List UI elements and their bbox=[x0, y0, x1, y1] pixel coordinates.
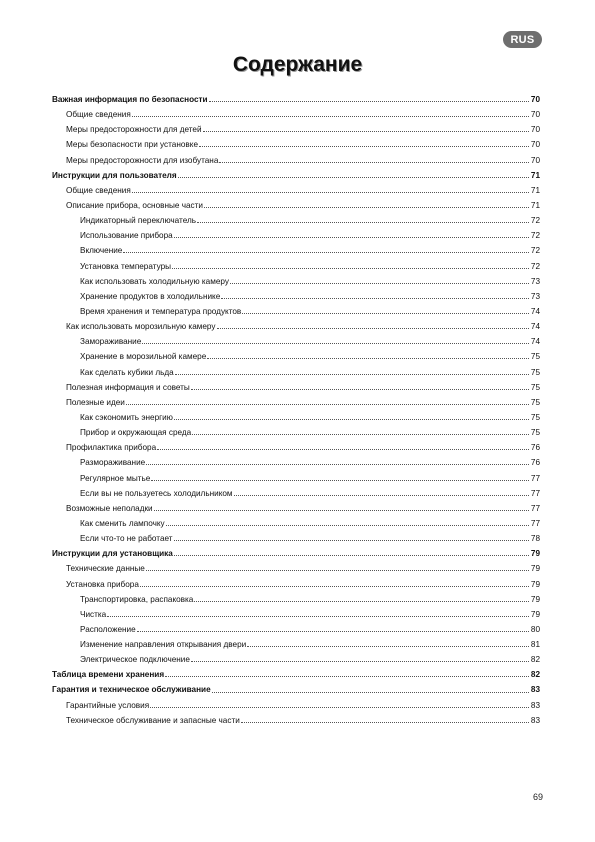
toc-entry-page: 70 bbox=[530, 155, 540, 165]
toc-dot-leader bbox=[199, 146, 529, 147]
toc-entry-title: Хранение продуктов в холодильнике bbox=[80, 291, 221, 301]
toc-entry bbox=[52, 713, 540, 728]
toc-dot-leader bbox=[197, 222, 529, 223]
toc-dot-leader bbox=[217, 328, 530, 329]
toc-entry bbox=[52, 501, 540, 516]
toc-entry bbox=[52, 107, 540, 122]
toc-dot-leader bbox=[140, 586, 529, 587]
toc-entry bbox=[52, 592, 540, 607]
toc-dot-leader bbox=[107, 616, 529, 617]
toc-entry-title: Описание прибора, основные части bbox=[66, 200, 203, 210]
toc-entry bbox=[52, 652, 540, 667]
toc-entry-title: Время хранения и температура продуктов bbox=[80, 306, 242, 316]
toc-entry bbox=[52, 667, 540, 682]
toc-entry bbox=[52, 122, 540, 137]
toc-entry-page: 71 bbox=[530, 170, 540, 180]
toc-entry bbox=[52, 365, 540, 380]
toc-entry-page: 74 bbox=[530, 306, 540, 316]
toc-entry-title: Установка температуры bbox=[80, 261, 172, 271]
toc-entry bbox=[52, 440, 540, 455]
toc-entry-title: Общие сведения bbox=[66, 110, 131, 120]
toc-entry-title: Размораживание bbox=[80, 458, 146, 468]
toc-entry bbox=[52, 531, 540, 546]
toc-entry bbox=[52, 228, 540, 243]
toc-entry-title: Инструкции для установщика bbox=[52, 549, 173, 559]
toc-entry bbox=[52, 455, 540, 470]
toc-dot-leader bbox=[132, 116, 529, 117]
toc-dot-leader bbox=[174, 555, 529, 556]
toc-entry-title: Как использовать морозильную камеру bbox=[66, 322, 216, 332]
toc-entry-title: Транспортировка, распаковка bbox=[80, 594, 194, 604]
toc-entry bbox=[52, 274, 540, 289]
toc-dot-leader bbox=[174, 237, 529, 238]
toc-dot-leader bbox=[151, 480, 529, 481]
toc-dot-leader bbox=[221, 298, 529, 299]
toc-entry-page: 82 bbox=[530, 670, 540, 680]
toc-entry bbox=[52, 486, 540, 501]
toc-entry-title: Включение bbox=[80, 246, 123, 256]
toc-entry-page: 75 bbox=[530, 367, 540, 377]
toc-entry-page: 71 bbox=[530, 185, 540, 195]
toc-entry bbox=[52, 183, 540, 198]
toc-entry bbox=[52, 243, 540, 258]
toc-entry bbox=[52, 682, 540, 697]
toc-entry-page: 75 bbox=[530, 412, 540, 422]
toc-entry-title: Важная информация по безопасности bbox=[52, 95, 208, 104]
toc-dot-leader bbox=[174, 540, 529, 541]
toc-dot-leader bbox=[157, 449, 529, 450]
toc-entry-page: 76 bbox=[530, 458, 540, 468]
toc-dot-leader bbox=[142, 343, 529, 344]
toc-dot-leader bbox=[204, 207, 529, 208]
toc-entry-title: Полезные идеи bbox=[66, 397, 125, 407]
toc-entry-title: Гарантийные условия bbox=[66, 700, 150, 710]
toc-entry-page: 79 bbox=[530, 564, 540, 574]
toc-entry-title: Электрическое подключение bbox=[80, 655, 190, 665]
toc-entry-title: Регулярное мытье bbox=[80, 473, 151, 483]
toc-entry bbox=[52, 380, 540, 395]
toc-entry-title: Как сэкономить энергию bbox=[80, 412, 173, 422]
toc-dot-leader bbox=[172, 268, 529, 269]
toc-entry-page: 82 bbox=[530, 655, 540, 665]
toc-dot-leader bbox=[175, 374, 529, 375]
toc-entry-title: Как использовать холодильную камеру bbox=[80, 276, 229, 286]
toc-entry-page: 77 bbox=[530, 503, 540, 513]
toc-entry-page: 78 bbox=[530, 534, 540, 544]
toc-entry-title: Возможные неполадки bbox=[66, 503, 153, 513]
toc-dot-leader bbox=[234, 495, 529, 496]
toc-entry-page: 75 bbox=[530, 397, 540, 407]
toc-entry bbox=[52, 410, 540, 425]
toc-entry-title: Меры предосторожности для изобутана bbox=[66, 155, 219, 165]
toc-dot-leader bbox=[146, 570, 529, 571]
toc-dot-leader bbox=[209, 101, 529, 102]
toc-dot-leader bbox=[126, 404, 529, 405]
toc-entry-title: Инструкции для пользователя bbox=[52, 170, 177, 180]
toc-dot-leader bbox=[207, 358, 529, 359]
page-title: Содержание bbox=[232, 53, 363, 76]
toc-entry-page: 70 bbox=[530, 110, 540, 120]
toc-dot-leader bbox=[212, 692, 529, 693]
toc-entry-page: 71 bbox=[530, 200, 540, 210]
toc-entry-page: 83 bbox=[530, 685, 540, 695]
toc-dot-leader bbox=[137, 631, 529, 632]
toc-dot-leader bbox=[132, 192, 529, 193]
toc-dot-leader bbox=[203, 131, 529, 132]
toc-entry-title: Таблица времени хранения bbox=[52, 670, 165, 680]
toc-entry bbox=[52, 92, 540, 107]
toc-entry bbox=[52, 259, 540, 274]
toc-entry-page: 80 bbox=[530, 624, 540, 634]
toc-entry-page: 75 bbox=[530, 352, 540, 362]
toc-entry-title: Общие сведения bbox=[66, 185, 131, 195]
toc-entry-page: 72 bbox=[530, 261, 540, 271]
toc-entry bbox=[52, 137, 540, 152]
toc-entry bbox=[52, 698, 540, 713]
toc-entry-page: 72 bbox=[530, 246, 540, 256]
toc-dot-leader bbox=[192, 434, 529, 435]
toc-entry-title: Меры предосторожности для детей bbox=[66, 125, 202, 135]
toc-entry bbox=[52, 577, 540, 592]
toc-entry bbox=[52, 213, 540, 228]
toc-dot-leader bbox=[165, 676, 529, 677]
toc-entry-title: Технические данные bbox=[66, 564, 145, 574]
toc-entry bbox=[52, 153, 540, 168]
toc-dot-leader bbox=[191, 389, 529, 390]
toc-entry bbox=[52, 319, 540, 334]
toc-entry-page: 73 bbox=[530, 291, 540, 301]
toc-entry-title: Как сделать кубики льда bbox=[80, 367, 174, 377]
toc-entry-title: Изменение направления открывания двери bbox=[80, 640, 247, 650]
toc-entry-page: 75 bbox=[530, 428, 540, 438]
toc-entry bbox=[52, 349, 540, 364]
toc-entry-title: Расположение bbox=[80, 624, 136, 634]
toc-entry bbox=[52, 395, 540, 410]
toc-dot-leader bbox=[154, 510, 529, 511]
toc-entry-page: 79 bbox=[530, 609, 540, 619]
toc-entry-page: 83 bbox=[530, 715, 540, 725]
toc-entry bbox=[52, 425, 540, 440]
toc-dot-leader bbox=[219, 162, 529, 163]
toc-entry-title: Индикаторный переключатель bbox=[80, 216, 197, 226]
toc-entry-title: Замораживание bbox=[80, 337, 142, 347]
toc-entry bbox=[52, 289, 540, 304]
table-of-contents bbox=[52, 92, 540, 728]
page-number: 69 bbox=[532, 792, 543, 802]
toc-entry-page: 76 bbox=[530, 443, 540, 453]
toc-dot-leader bbox=[123, 252, 529, 253]
toc-entry-page: 73 bbox=[530, 276, 540, 286]
toc-entry-page: 74 bbox=[530, 322, 540, 332]
toc-dot-leader bbox=[178, 177, 529, 178]
toc-entry-title: Если что-то не работает bbox=[80, 534, 173, 544]
toc-entry-title: Профилактика прибора bbox=[66, 443, 157, 453]
toc-entry bbox=[52, 561, 540, 576]
toc-entry-page: 70 bbox=[530, 125, 540, 135]
toc-entry-page: 77 bbox=[530, 488, 540, 498]
toc-entry-page: 70 bbox=[530, 140, 540, 150]
toc-dot-leader bbox=[166, 525, 529, 526]
toc-entry-page: 79 bbox=[530, 549, 540, 559]
toc-entry-page: 81 bbox=[530, 640, 540, 650]
toc-entry bbox=[52, 471, 540, 486]
toc-dot-leader bbox=[150, 707, 529, 708]
toc-entry-title: Техническое обслуживание и запасные части bbox=[66, 715, 240, 725]
toc-entry-page: 83 bbox=[530, 700, 540, 710]
toc-entry bbox=[52, 546, 540, 561]
toc-entry bbox=[52, 334, 540, 349]
toc-entry-page: 77 bbox=[530, 473, 540, 483]
toc-entry-title: Чистка bbox=[80, 609, 107, 619]
toc-dot-leader bbox=[146, 464, 529, 465]
toc-entry-title: Использование прибора bbox=[80, 231, 173, 241]
toc-dot-leader bbox=[242, 313, 529, 314]
toc-entry bbox=[52, 637, 540, 652]
toc-dot-leader bbox=[174, 419, 529, 420]
toc-entry-title: Гарантия и техническое обслуживание bbox=[52, 685, 211, 695]
toc-dot-leader bbox=[230, 283, 529, 284]
toc-entry-title: Установка прибора bbox=[66, 579, 139, 589]
toc-entry-page: 79 bbox=[530, 594, 540, 604]
toc-dot-leader bbox=[247, 646, 529, 647]
toc-dot-leader bbox=[194, 601, 529, 602]
toc-entry-page: 74 bbox=[530, 337, 540, 347]
toc-entry-page: 75 bbox=[530, 382, 540, 392]
toc-entry-page: 70 bbox=[530, 95, 540, 104]
toc-entry bbox=[52, 168, 540, 183]
toc-entry-page: 79 bbox=[530, 579, 540, 589]
toc-entry bbox=[52, 622, 540, 637]
toc-dot-leader bbox=[191, 661, 529, 662]
toc-entry bbox=[52, 304, 540, 319]
toc-entry-title: Полезная информация и советы bbox=[66, 382, 190, 392]
language-badge: RUS bbox=[503, 31, 542, 48]
toc-entry bbox=[52, 516, 540, 531]
toc-entry-title: Меры безопасности при установке bbox=[66, 140, 199, 150]
toc-entry-title: Если вы не пользуетесь холодильником bbox=[80, 488, 233, 498]
toc-entry-title: Как сменить лампочку bbox=[80, 518, 165, 528]
toc-entry-title: Хранение в морозильной камере bbox=[80, 352, 207, 362]
toc-entry-page: 72 bbox=[530, 231, 540, 241]
toc-entry bbox=[52, 607, 540, 622]
toc-entry-page: 77 bbox=[530, 518, 540, 528]
toc-entry bbox=[52, 198, 540, 213]
toc-entry-page: 72 bbox=[530, 216, 540, 226]
toc-dot-leader bbox=[241, 722, 529, 723]
toc-entry-title: Прибор и окружающая среда bbox=[80, 428, 192, 438]
